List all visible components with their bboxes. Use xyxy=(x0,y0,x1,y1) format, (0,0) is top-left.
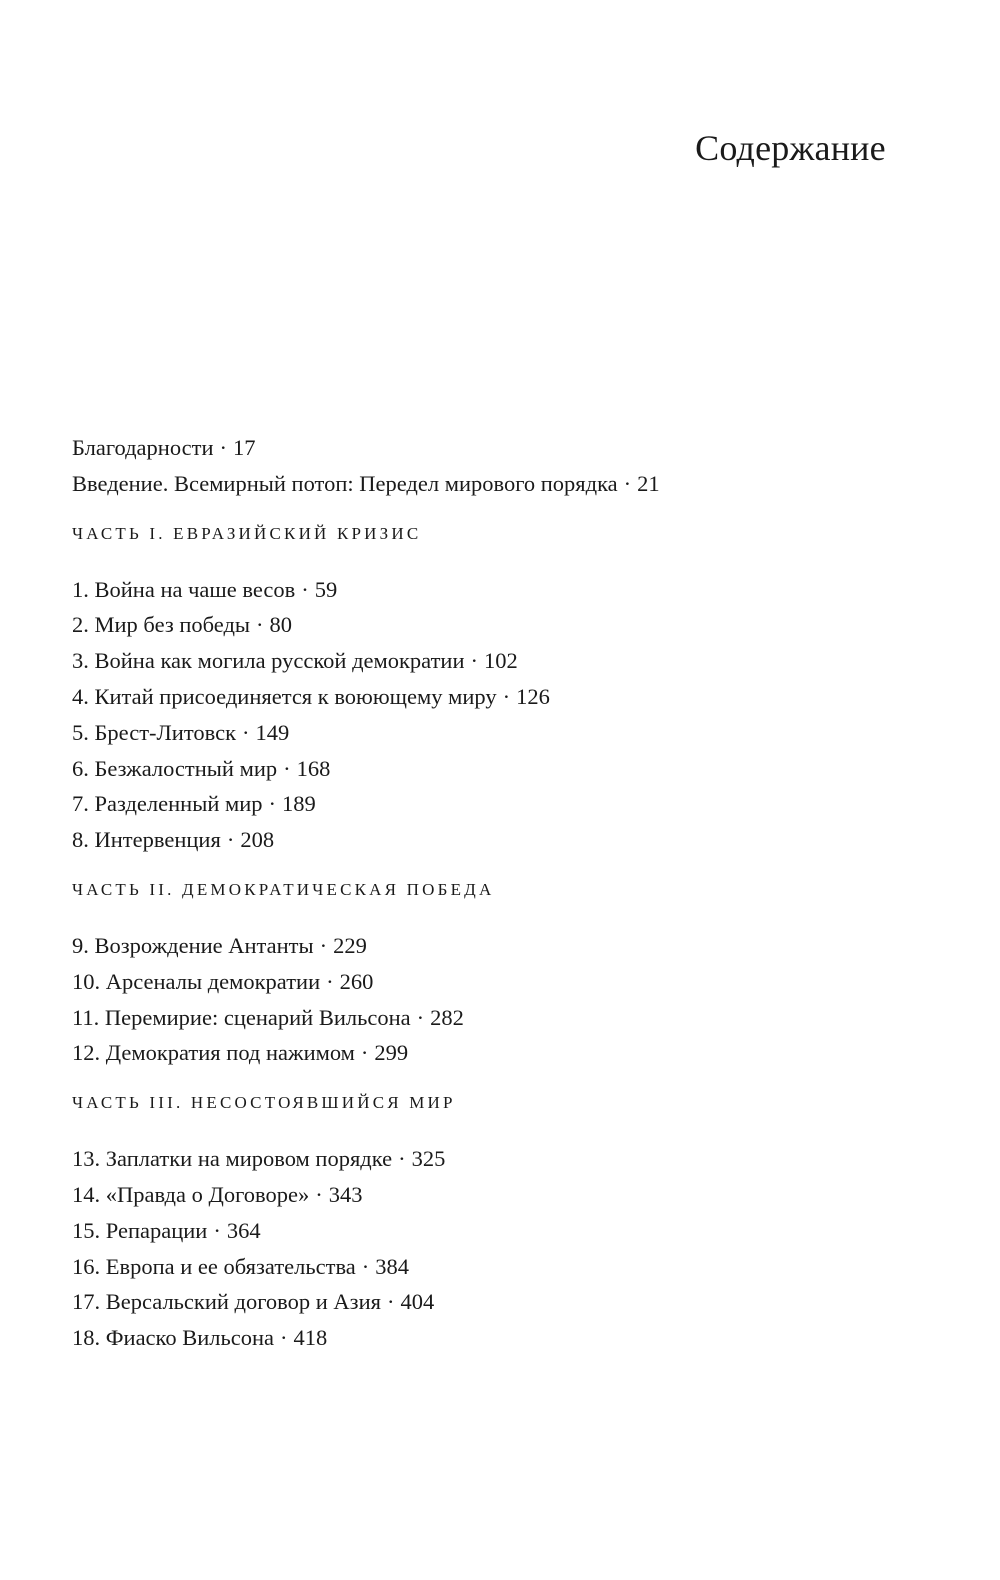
separator-dot: · xyxy=(301,576,309,602)
part-heading-3: ЧАСТЬ III. НЕСОСТОЯВШИЙСЯ МИР xyxy=(72,1093,456,1113)
chapter-number: 4. xyxy=(72,683,89,709)
chapter-number: 13. xyxy=(72,1146,101,1172)
separator-dot: · xyxy=(283,755,291,781)
toc-chapter-5[interactable] xyxy=(72,715,952,751)
chapter-title: Заплатки на мировом порядке xyxy=(105,1146,393,1172)
chapter-title: Война на чаше весов xyxy=(94,576,296,602)
chapter-page: 59 xyxy=(314,576,338,602)
toc-chapter-11[interactable] xyxy=(72,1000,952,1036)
chapter-page: 80 xyxy=(269,612,293,638)
chapter-number: 6. xyxy=(72,755,89,781)
spacer xyxy=(72,902,952,928)
separator-dot: · xyxy=(280,1325,288,1351)
separator-dot: · xyxy=(242,719,250,745)
separator-dot: · xyxy=(219,435,228,460)
separator-dot: · xyxy=(416,1004,425,1030)
separator-dot: · xyxy=(502,683,511,709)
chapter-number: 14. xyxy=(72,1181,101,1207)
chapter-title: Брест-Литовск xyxy=(94,719,237,745)
chapter-page: 149 xyxy=(255,719,290,745)
chapter-page: 229 xyxy=(333,932,367,958)
separator-dot: · xyxy=(386,1289,395,1315)
chapter-title: Возрождение Антанты xyxy=(94,932,314,958)
separator-dot: · xyxy=(319,932,328,958)
toc-chapter-9[interactable] xyxy=(72,928,952,964)
chapter-page: 418 xyxy=(293,1325,328,1351)
chapter-number: 17. xyxy=(72,1289,101,1315)
chapter-title: Версальский договор и Азия xyxy=(105,1289,381,1315)
chapter-page: 208 xyxy=(240,827,275,853)
spacer xyxy=(72,1071,952,1091)
chapter-title: Демократия под нажимом xyxy=(105,1040,355,1066)
toc-chapter-8[interactable] xyxy=(72,822,952,858)
chapter-title: «Правда о Договоре» xyxy=(105,1181,310,1207)
chapter-title: Европа и ее обязательства xyxy=(105,1253,356,1279)
spacer xyxy=(72,546,952,572)
part-heading-2: ЧАСТЬ II. ДЕМОКРАТИЧЕСКАЯ ПОБЕДА xyxy=(72,879,495,899)
part-heading-1: ЧАСТЬ I. ЕВРАЗИЙСКИЙ КРИЗИС xyxy=(72,523,422,543)
separator-dot: · xyxy=(268,791,277,817)
chapter-page: 384 xyxy=(375,1253,410,1279)
table-of-contents xyxy=(72,430,952,1356)
spacer xyxy=(72,1115,952,1141)
toc-chapter-4[interactable] xyxy=(72,679,952,715)
chapter-title: Мир без победы xyxy=(94,612,251,638)
page-title-wrap xyxy=(0,124,893,172)
toc-chapter-16[interactable] xyxy=(72,1249,952,1285)
chapter-title: Китай присоединяется к воюющему миру xyxy=(94,683,497,709)
chapter-page: 189 xyxy=(282,791,316,817)
chapter-page: 102 xyxy=(484,648,518,674)
toc-entry-acknowledgements[interactable] xyxy=(72,430,952,466)
separator-dot: · xyxy=(326,968,334,994)
toc-entry-introduction[interactable] xyxy=(72,466,952,502)
chapter-number: 12. xyxy=(72,1040,101,1066)
separator-dot: · xyxy=(470,648,478,674)
toc-chapter-1[interactable] xyxy=(72,572,952,608)
chapter-title: Арсеналы демократии xyxy=(105,968,321,994)
chapter-page: 364 xyxy=(226,1217,261,1243)
separator-dot: · xyxy=(361,1253,370,1279)
chapter-number: 1. xyxy=(72,576,89,602)
toc-entry-label: Благодарности xyxy=(72,435,214,460)
toc-entry-label: Введение. Всемирный потоп: Передел мирового порядка xyxy=(72,470,618,496)
chapter-number: 2. xyxy=(72,612,89,638)
separator-dot: · xyxy=(256,612,264,638)
separator-dot: · xyxy=(398,1146,406,1172)
chapter-title: Война как могила русской демократии xyxy=(94,648,465,674)
page-title: Содержание xyxy=(695,128,886,168)
toc-chapter-13[interactable] xyxy=(72,1141,952,1177)
chapter-title: Интервенция xyxy=(94,827,221,853)
toc-chapter-14[interactable] xyxy=(72,1177,952,1213)
toc-chapter-7[interactable] xyxy=(72,786,952,822)
chapter-title: Фиаско Вильсона xyxy=(105,1325,275,1351)
separator-dot: · xyxy=(315,1181,323,1207)
chapter-number: 9. xyxy=(72,932,89,958)
toc-chapter-6[interactable] xyxy=(72,751,952,787)
chapter-page: 126 xyxy=(516,683,550,709)
chapter-number: 7. xyxy=(72,791,89,817)
chapter-page: 260 xyxy=(339,968,374,994)
toc-chapter-17[interactable] xyxy=(72,1284,952,1320)
chapter-number: 15. xyxy=(72,1217,101,1243)
chapter-page: 299 xyxy=(374,1040,409,1066)
chapter-number: 16. xyxy=(72,1253,101,1279)
chapter-number: 8. xyxy=(72,827,89,853)
toc-chapter-3[interactable] xyxy=(72,643,952,679)
toc-chapter-2[interactable] xyxy=(72,607,952,643)
toc-chapter-15[interactable] xyxy=(72,1213,952,1249)
chapter-page: 325 xyxy=(411,1146,446,1172)
chapter-number: 11. xyxy=(72,1004,100,1030)
spacer xyxy=(72,858,952,878)
spacer xyxy=(72,502,952,522)
chapter-number: 3. xyxy=(72,648,89,674)
chapter-number: 5. xyxy=(72,719,89,745)
toc-entry-page: 17 xyxy=(233,435,256,460)
separator-dot: · xyxy=(623,470,632,496)
toc-chapter-12[interactable] xyxy=(72,1035,952,1071)
chapter-page: 343 xyxy=(328,1181,363,1207)
toc-entry-page: 21 xyxy=(637,470,660,496)
toc-chapter-18[interactable] xyxy=(72,1320,952,1356)
chapter-number: 10. xyxy=(72,968,101,994)
chapter-title: Разделенный мир xyxy=(94,791,263,817)
chapter-title: Безжалостный мир xyxy=(94,755,278,781)
toc-chapter-10[interactable] xyxy=(72,964,952,1000)
separator-dot: · xyxy=(226,827,235,853)
separator-dot: · xyxy=(360,1040,369,1066)
chapter-page: 282 xyxy=(430,1004,464,1030)
chapter-title: Репарации xyxy=(105,1217,208,1243)
chapter-title: Перемирие: сценарий Вильсона xyxy=(104,1004,411,1030)
chapter-page: 168 xyxy=(296,755,331,781)
separator-dot: · xyxy=(213,1217,221,1243)
chapter-number: 18. xyxy=(72,1325,101,1351)
chapter-page: 404 xyxy=(400,1289,435,1315)
